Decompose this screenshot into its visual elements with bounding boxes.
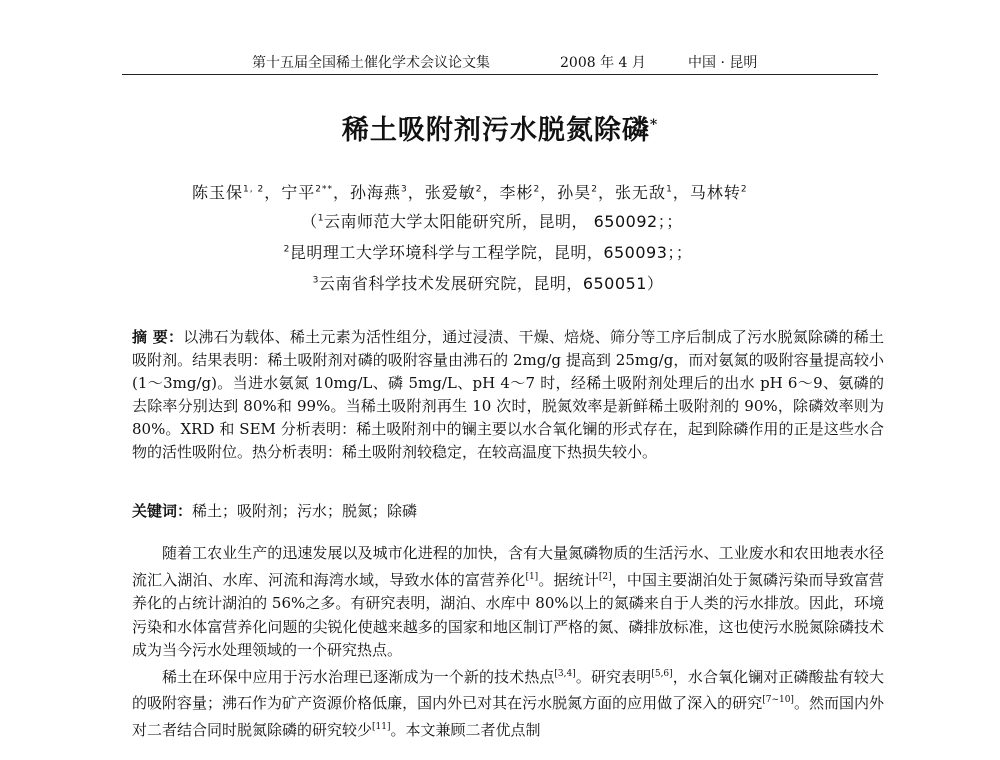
author xyxy=(425,183,500,202)
author-name: 张无敌 xyxy=(615,183,667,202)
author-name: 孙海燕 xyxy=(349,183,401,202)
paragraph-text: 。本文兼顾二者优点制 xyxy=(390,720,541,739)
citation: [3,4] xyxy=(554,668,576,679)
author-name: 张爱敏 xyxy=(424,183,476,202)
paragraph-text: 。然而国内外对二者结合同时脱氮除磷的研究较少 xyxy=(132,694,884,739)
affiliation-text: 昆明理工大学环境科学与工程学院，昆明，650093；； xyxy=(289,243,693,262)
citation: [11] xyxy=(372,721,391,732)
header-location: 中国 · 昆明 xyxy=(688,55,758,71)
keywords-label: 关键词： xyxy=(132,502,193,520)
affiliation-text: 云南省科学技术发展研究院，昆明，650051） xyxy=(318,274,664,293)
keywords xyxy=(132,500,884,523)
affiliation-marker: 1 xyxy=(317,213,325,224)
author xyxy=(500,183,558,202)
author xyxy=(350,183,425,202)
author-name: 陈玉保 xyxy=(192,183,244,202)
paragraph-text: 。据统计 xyxy=(538,570,599,589)
author-affiliation-marker: 3 xyxy=(401,184,408,195)
affiliation-text: 云南师范大学太阳能研究所，昆明， 650092；； xyxy=(324,212,683,231)
author-separator: ， xyxy=(407,183,425,202)
body-paragraph-1 xyxy=(132,542,884,663)
author-affiliation-marker: 2 xyxy=(475,184,483,195)
author-affiliation-marker: 1, 2 xyxy=(243,184,265,195)
affiliation-1 xyxy=(0,209,992,232)
paragraph-text: ，水合氧化镧对正磷酸盐有较大的吸附容量；沸石作为矿产资源价格低廉，国内外已对其在污水脱氮方面的应用做了深入的研究 xyxy=(132,667,884,712)
affiliation-marker: 3 xyxy=(312,275,319,286)
citation: [2] xyxy=(598,571,612,582)
author-affiliation-marker: 2 xyxy=(740,184,748,195)
paper-title-text: 稀土吸附剂污水脱氮除磷 xyxy=(341,115,650,146)
author xyxy=(615,183,690,202)
author xyxy=(557,183,615,202)
author-separator: ， xyxy=(332,183,350,202)
author-name: 孙昊 xyxy=(557,183,592,202)
author-affiliation-marker: 1 xyxy=(666,184,673,195)
author xyxy=(281,183,350,202)
body-paragraph-2 xyxy=(132,663,884,743)
affiliation-2 xyxy=(0,240,988,263)
affiliation-marker: 2 xyxy=(283,244,290,255)
paragraph-text: 随着工农业生产的迅速发展以及城市化进程的加快，含有大量氮磷物质的生活污水、工业废水和农田地表水径流汇入湖泊、水库、河流和海湾水域，导致水体的富营养化 xyxy=(132,544,884,589)
abstract-text: 以沸石为载体、稀土元素为活性组分，通过浸渍、干燥、焙烧、筛分等工序后制成了污水脱氮除磷的稀土吸附剂。结果表明：稀土吸附剂对磷的吸附容量由沸石的 2mg/g 提高到 25mg/g，而对氨氮的吸附容量提高较小(1～3mg/g)。当进水氨氮 10mg/L、磷 5mg/L、pH 4～7 时，经稀土吸附剂处理后的出水 pH 6～9、氨磷的去除率分别达到 80%和 99%。当稀土吸附剂再生 10 次时，脱氮效率是新鲜稀土吸附剂的 90%，除磷效率则为 80%。XRD 和 SEM 分析表明：稀土吸附剂中的镧主要以水合氧化镧的形式存在，起到除磷作用的正是这些水合物的活性吸附位。热分析表明：稀土吸附剂较稳定，在较高温度下热损失较小。 xyxy=(132,328,884,461)
affiliation-3 xyxy=(0,271,988,294)
author-affiliation-marker: 2 xyxy=(591,184,599,195)
author-separator: ， xyxy=(482,183,500,202)
author-affiliation-marker: 2 xyxy=(533,184,541,195)
abstract xyxy=(132,326,884,464)
keywords-text: 稀土；吸附剂；污水；脱氮；除磷 xyxy=(192,502,418,520)
citation: [1] xyxy=(525,571,539,582)
author-name: 马林转 xyxy=(689,183,741,202)
title-footnote-mark: * xyxy=(649,117,659,133)
affiliation-prefix: （ xyxy=(301,212,318,231)
author-separator: ， xyxy=(672,183,690,202)
author-affiliation-marker: 2** xyxy=(315,184,333,195)
body-text xyxy=(132,542,884,742)
author xyxy=(192,183,281,202)
author-separator: ， xyxy=(264,183,282,202)
paragraph-text: 。研究表明 xyxy=(575,667,652,686)
citation: [7~10] xyxy=(762,695,794,705)
citation: [5,6] xyxy=(651,668,673,679)
author-list xyxy=(192,180,892,203)
author-name: 李彬 xyxy=(499,183,534,202)
author-name: 宁平 xyxy=(281,183,316,202)
header-conference: 第十五届全国稀土催化学术会议论文集 xyxy=(252,55,490,71)
author-separator: ， xyxy=(540,183,558,202)
running-header xyxy=(122,48,878,75)
abstract-label: 摘 要： xyxy=(132,328,184,346)
author xyxy=(690,183,748,202)
paragraph-text: 稀土在环保中应用于污水治理已逐渐成为一个新的技术热点 xyxy=(162,667,555,686)
author-separator: ， xyxy=(598,183,616,202)
paragraph-text: ，中国主要湖泊处于氮磷污染而导致富营养化的占统计湖泊的 56%之多。有研究表明，湖泊、水库中 80%以上的氮磷来自于人类的污水排放。因此，环境污染和水体富营养化问题的尖锐化使越来越多的国家和地区制订严格的氮、磷排放标准，这也使污水脱氮除磷技术成为当今污水处理领域的一个研究热点。 xyxy=(132,570,884,659)
header-date: 2008 年 4 月 xyxy=(560,55,646,71)
paper-title xyxy=(0,108,1000,147)
